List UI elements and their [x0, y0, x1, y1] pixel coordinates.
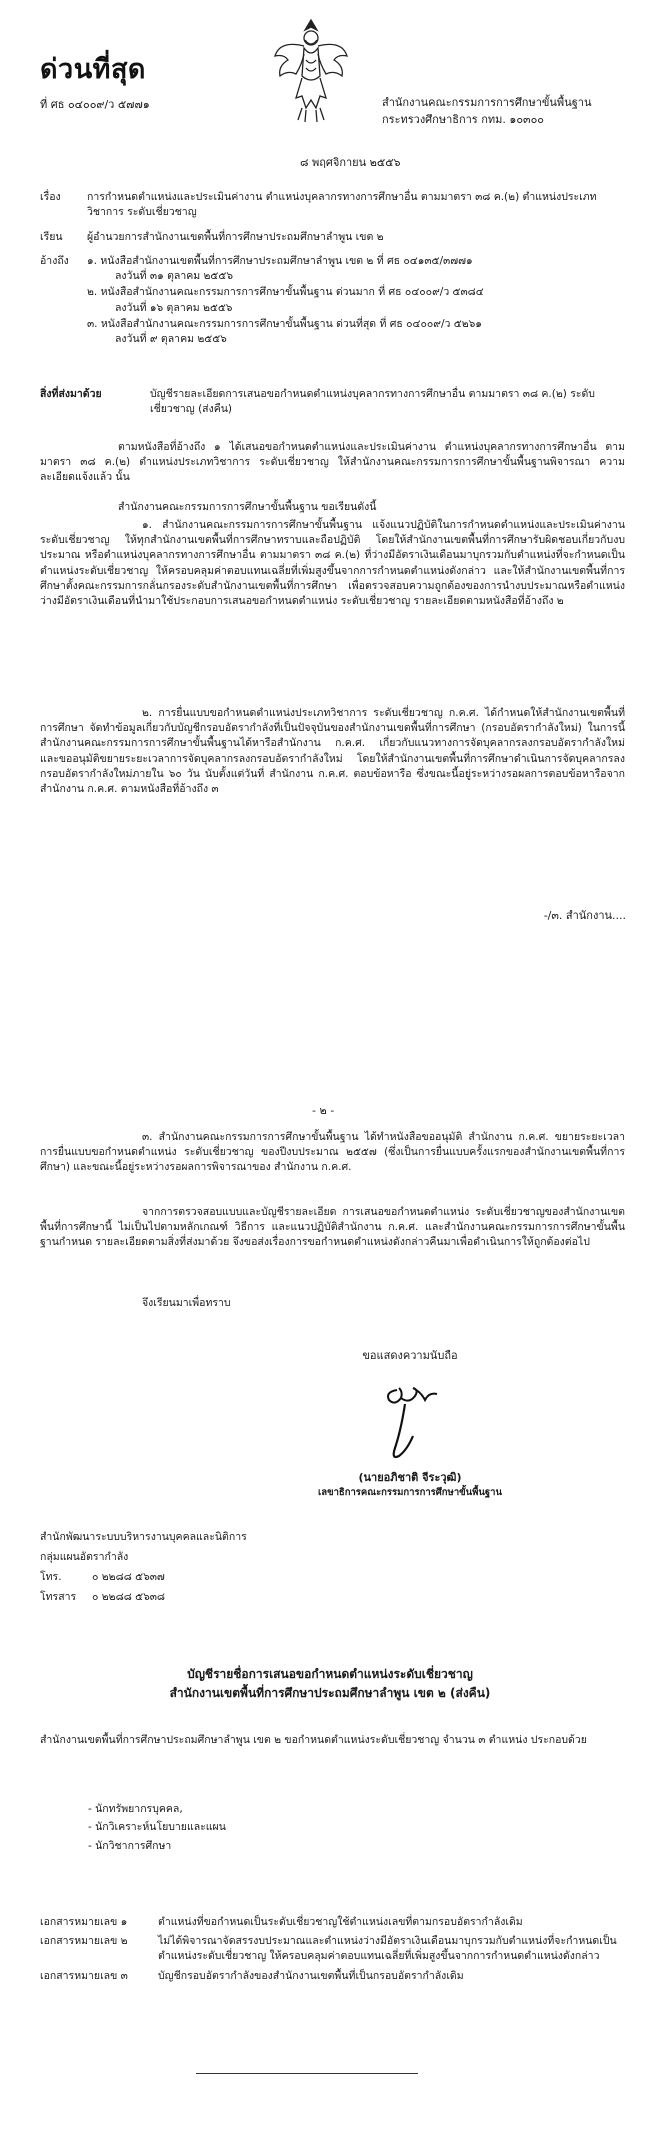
garuda-emblem-icon [272, 14, 350, 126]
body-paragraph: ๑. สำนักงานคณะกรรมการการศึกษาขั้นพื้นฐาน แจ้งแนวปฏิบัติในการกำหนดตำแหน่งและประเมินค่างาน ระดับเชี่ยวชาญ ให้ทุกสำนักงานเขตพื้นที่การศึกษาทราบและถือปฏิบัติ โดยให้สำนักงานเขตพื้นที่การศึกษารับผิดชอบเกี่ยวกับงบประมาณ หรือตำแหน่งบุคลากรทางการศึกษาอื่น ตามมาตรา ๓๘ ค.(๒) ที่ว่างมีอัตราเงินเดือนมาบุกรวมกับตำแหน่งที่จะกำหนดเป็นตำแหน่งระดับเชี่ยวชาญ ให้ครอบคลุมค่าตอบแทนเฉลี่ยที่เพิ่มสูงขึ้นจากการกำหนดตำแหน่งดังกล่าว และให้สำนักงานเขตพื้นที่การศึกษาตั้งคณะกรรมการกลั่นกรองระดับสำนักงานเขตพื้นที่การศึกษา เพื่อตรวจสอบความถูกต้องของการนำงบประมาณหรือตำแหน่งว่างมีอัตราเงินเดือนที่นำมาใช้ประกอบการเสนอขอกำหนดตำแหน่ง ระดับเชี่ยวชาญ รายละเอียดตามหนังสือที่อ้างถึง ๒ [40, 519, 625, 608]
salutation-label: เรียน [40, 231, 63, 243]
reference-line: หนังสือสำนักงานคณะกรรมการการศึกษาขั้นพื้นฐาน ด่วนที่สุด ที่ ศธ ๐๔๐๐๙/ว ๕๒๖๑ [100, 317, 482, 330]
signature-block [280, 1348, 540, 1500]
document-notes [40, 1915, 630, 1988]
reference-date: ลงวันที่ ๓๑ ตุลาคม ๒๕๕๖ [115, 270, 233, 283]
attachment-title-line: สำนักงานเขตพื้นที่การศึกษาประถมศึกษาลำพูน เขต ๒ (ส่งคืน) [169, 1686, 491, 1701]
body-paragraph: สำนักงานคณะกรรมการการศึกษาขั้นพื้นฐาน ขอเรียนดังนี้ [118, 501, 377, 513]
end-divider [196, 2073, 418, 2074]
office-name: สำนักงานคณะกรรมการการศึกษาขั้นพื้นฐาน [382, 96, 592, 109]
doc-note-value: บัญชีกรอบอัตรากำลังของสำนักงานเขตพื้นที่เป็นกรอบอัตรากำลังเดิม [158, 1969, 464, 1982]
body-paragraph: จึงเรียนมาเพื่อทราบ [142, 1297, 231, 1309]
position-list [88, 1800, 226, 1855]
phone-label: โทร. [40, 1570, 62, 1583]
salutation-text: ผู้อำนวยการสำนักงานเขตพื้นที่การศึกษาประถมศึกษาลำพูน เขต ๒ [87, 231, 384, 243]
footer-phone [40, 1568, 247, 1588]
page-continuation: -/๓. สำนักงาน.... [543, 909, 626, 922]
body-paragraph: ๒. การยื่นแบบขอกำหนดตำแหน่งประเภทวิชาการ ระดับเชี่ยวชาญ ก.ค.ศ. ได้กำหนดให้สำนักงานเขตพื้นที่การศึกษา จัดทำข้อมูลเกี่ยวกับบัญชีกรอบอัตรากำลังที่เป็นปัจจุบันของสำนักงานเขตพื้นที่การศึกษา (กรอบอัตรากำลังใหม่) ในการนี้ สำนักงานคณะกรรมการการศึกษาขั้นพื้นฐานได้หารือสำนักงาน ก.ค.ศ. เกี่ยวกับแนวทางการจัดบุคลากรลงกรอบอัตรากำลังใหม่ และขออนุมัติขยายระยะเวลาการจัดบุคลากรลงกรอบอัตรากำลังใหม่ โดยให้สำนักงานเขตพื้นที่การศึกษาดำเนินการจัดบุคลากรลงกรอบอัตรากำลังใหม่ภายใน ๖๐ วัน นับตั้งแต่วันที่ สำนักงาน ก.ค.ศ. ตอบข้อหารือ ซึ่งขณะนี้อยู่ระหว่างรอผลการตอบข้อหารือจากสำนักงาน ก.ค.ศ. ตามหนังสือที่อ้างถึง ๓ [40, 707, 625, 796]
enclosure-row [40, 387, 630, 417]
references-label: อ้างถึง [40, 255, 69, 267]
document-date: ๘ พฤศจิกายน ๒๕๕๖ [300, 156, 401, 169]
footer-group: กลุ่มแผนอัตรากำลัง [40, 1550, 129, 1563]
reference-item [40, 254, 600, 284]
phone-number: ๐ ๒๒๘๘ ๕๖๓๗ [92, 1570, 165, 1583]
reference-number: ๒. [87, 286, 98, 299]
doc-note [40, 1915, 630, 1930]
body-paragraph: จากการตรวจสอบแบบและบัญชีรายละเอียด การเสนอขอกำหนดตำแหน่ง ระดับเชี่ยวชาญของสำนักงานเขตพื้นที่การศึกษานี้ ไม่เป็นไปตามหลักเกณฑ์ วิธีการ และแนวปฏิบัติสำนักงาน ก.ค.ศ. และสำนักงานคณะกรรมการการศึกษาขั้นพื้นฐานกำหนด รายละเอียดตามสิ่งที่ส่งมาด้วย จึงขอส่งเรื่องการขอกำหนดตำแหน่งดังกล่าวคืนมาเพื่อดำเนินการให้ถูกต้องต่อไป [40, 1206, 625, 1249]
issuing-office [382, 94, 591, 128]
reference-line: หนังสือสำนักงานเขตพื้นที่การศึกษาประถมศึกษาลำพูน เขต ๒ ที่ ศธ ๐๔๑๓๕/๓๗๗๑ [100, 255, 473, 267]
attachment-intro: สำนักงานเขตพื้นที่การศึกษาประถมศึกษาลำพูน เขต ๒ ขอกำหนดตำแหน่งระดับเชี่ยวชาญ จำนวน ๓ ตำแหน่ง ประกอบด้วย [40, 1734, 587, 1746]
signer-name: (นายอภิชาติ จีระวุฒิ) [358, 1470, 462, 1484]
contact-footer [40, 1528, 247, 1608]
enclosure-text: บัญชีรายละเอียดการเสนอขอกำหนดตำแหน่งบุคลากรทางการศึกษาอื่น ตามมาตรา ๓๘ ค.(๒) ระดับเชี่ยวชาญ (ส่งคืน) [150, 388, 595, 416]
subject-row [40, 190, 630, 220]
reference-number: ๓. [87, 317, 98, 330]
handwritten-signature [355, 1370, 465, 1466]
reference-item [40, 285, 600, 315]
list-item: - นักวิชาการศึกษา [88, 1839, 172, 1852]
fax-label: โทรสาร [40, 1590, 77, 1603]
document-number: ที่ ศธ ๐๔๐๐๙/ว ๕๗๗๑ [40, 98, 150, 111]
references [40, 254, 600, 348]
list-item: - นักวิเคราะห์นโยบายและแผน [88, 1821, 226, 1834]
page-number: - ๒ - [312, 1104, 335, 1117]
body-paragraph: ตามหนังสือที่อ้างถึง ๑ ได้เสนอขอกำหนดตำแหน่งและประเมินค่างาน ตำแหน่งบุคลากรทางการศึกษาอื่น ตามมาตรา ๓๘ ค.(๒) ตำแหน่งประเภทวิชาการ ระดับเชี่ยวชาญ ให้สำนักงานคณะกรรมการการศึกษาขั้นพื้นฐานพิจารณา ความละเอียดแจ้งแล้ว นั้น [40, 441, 625, 484]
doc-note-key: เอกสารหมายเลข ๑ [40, 1916, 128, 1928]
subject-label: เรื่อง [40, 191, 61, 203]
reference-number: ๑. [87, 255, 98, 267]
doc-note-key: เอกสารหมายเลข ๓ [40, 1969, 128, 1982]
office-ministry: กระทรวงศึกษาธิการ กทม. ๑๐๓๐๐ [382, 113, 545, 127]
attachment-title [0, 1665, 660, 1703]
doc-note-value: ไม่ได้พิจารณาจัดสรรงบประมาณและตำแหน่งว่างมีอัตราเงินเดือนมาบุกรวมกับตำแหน่งที่จะกำหนดเป็นตำแหน่งระดับเชี่ยวชาญ ให้ครอบคลุมค่าตอบแทนเฉลี่ยที่เพิ่มสูงขึ้นจากการกำหนดตำแหน่งดังกล่าว [158, 1935, 617, 1963]
footer-office: สำนักพัฒนาระบบบริหารงานบุคคลและนิติการ [40, 1531, 247, 1543]
doc-note [40, 1969, 630, 1984]
footer-fax [40, 1588, 247, 1608]
reference-date: ลงวันที่ ๙ ตุลาคม ๒๕๕๖ [115, 333, 227, 346]
reference-line: หนังสือสำนักงานคณะกรรมการการศึกษาขั้นพื้นฐาน ด่วนมาก ที่ ศธ ๐๔๐๐๙/ว ๕๓๘๔ [100, 286, 484, 299]
subject-text: การกำหนดตำแหน่งและประเมินค่างาน ตำแหน่งบุคลากรทางการศึกษาอื่น ตามมาตรา ๓๘ ค.(๒) ตำแหน่งประเภทวิชาการ ระดับเชี่ยวชาญ [87, 191, 597, 219]
reference-item [40, 317, 600, 347]
doc-note [40, 1934, 630, 1964]
body-paragraph: ๓. สำนักงานคณะกรรมการการศึกษาขั้นพื้นฐาน ได้ทำหนังสือขออนุมัติ สำนักงาน ก.ค.ศ. ขยายระยะเวลาการยื่นแบบขอกำหนดตำแหน่ง ระดับเชี่ยวชาญ ของปีงบประมาณ ๒๕๕๗ (ซึ่งเป็นการยื่นแบบครั้งแรกของสำนักงานเขตพื้นที่การศึกษา) และขณะนี้อยู่ระหว่างรอผลการพิจารณาของ สำนักงาน ก.ค.ศ. [40, 1131, 625, 1174]
closing-phrase: ขอแสดงความนับถือ [362, 1349, 458, 1362]
doc-note-value: ตำแหน่งที่ขอกำหนดเป็นระดับเชี่ยวชาญใช้ตำแหน่งเลขที่ตามกรอบอัตรากำลังเดิม [158, 1916, 523, 1928]
signer-position: เลขาธิการคณะกรรมการการศึกษาขั้นพื้นฐาน [318, 1486, 502, 1498]
urgent-stamp: ด่วนที่สุด [40, 54, 146, 85]
enclosure-label: สิ่งที่ส่งมาด้วย [40, 388, 102, 400]
salutation-row [40, 230, 630, 245]
attachment-title-line: บัญชีรายชื่อการเสนอขอกำหนดตำแหน่งระดับเชี่ยวชาญ [187, 1667, 473, 1681]
fax-number: ๐ ๒๒๘๘ ๕๖๓๘ [92, 1590, 166, 1603]
doc-note-key: เอกสารหมายเลข ๒ [40, 1935, 128, 1948]
list-item: - นักทรัพยากรบุคคล, [88, 1803, 183, 1815]
reference-date: ลงวันที่ ๑๖ ตุลาคม ๒๕๕๖ [115, 301, 233, 314]
